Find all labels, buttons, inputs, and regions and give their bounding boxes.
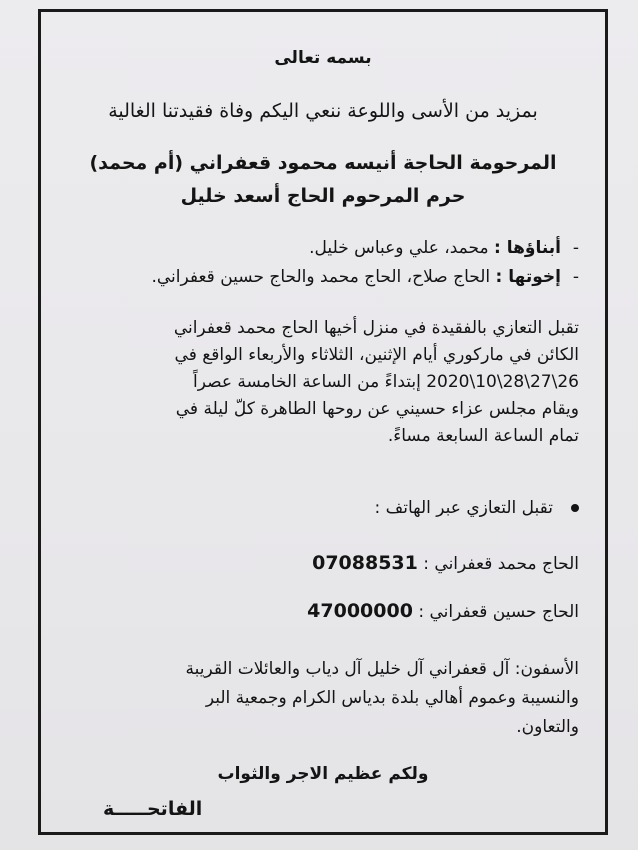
paragraph-line: تقبل التعازي بالفقيدة في منزل أخيها الحاج محمد قعفراني (173, 318, 579, 338)
condolence-paragraph (75, 315, 579, 450)
family-names: الحاج صلاح، الحاج محمد والحاج حسين قعفراني. (151, 267, 491, 287)
phone-row (307, 600, 579, 622)
paragraph-line: الكائن في ماركوري أيام الإثنين، الثلاثاء والأربعاء الواقع في (174, 345, 579, 365)
family-brothers (151, 263, 579, 292)
dash-marker: - (572, 238, 579, 258)
family-sons (151, 234, 579, 263)
deceased-spouse: حرم المرحوم الحاج أسعد خليل (180, 185, 466, 207)
intro-line: بمزيد من الأسى واللوعة ننعي اليكم وفاة فقيدتنا الغالية (108, 100, 538, 122)
mourners-line: الأسفون: آل قعفراني آل خليل آل دياب والعائلات القريبة (185, 659, 579, 679)
closing-line: ولكم عظيم الاجر والثواب (217, 764, 429, 784)
fatiha-line: الفاتحـــــة (103, 798, 203, 820)
paragraph-line: تمام الساعة السابعة مساءً. (387, 426, 579, 446)
family-list (151, 234, 579, 292)
family-label: أبناؤها : (494, 238, 561, 258)
family-names: محمد، علي وعباس خليل. (309, 238, 489, 258)
phone-contact-name: الحاج حسين قعفراني : (418, 602, 579, 622)
mourners-paragraph (69, 655, 579, 742)
family-label: إخوتها : (495, 267, 561, 287)
phone-intro: تقبل التعازي عبر الهاتف : (374, 498, 553, 518)
notice-header: بسمه تعالى (274, 48, 372, 68)
paragraph-line: 26\27\28\10\2020 إبتداءً من الساعة الخامسة عصراً (193, 372, 579, 392)
bullet-icon (571, 504, 579, 512)
paragraph-line: ويقام مجلس عزاء حسيني عن روحها الطاهرة كلّ ليلة في (175, 399, 579, 419)
phone-intro-row (374, 498, 579, 518)
phone-row (312, 552, 579, 574)
mourners-line: والتعاون. (516, 717, 579, 737)
notice-border-frame (38, 9, 608, 835)
dash-marker: - (572, 267, 579, 287)
phone-contact-name: الحاج محمد قعفراني : (423, 554, 579, 574)
phone-number: 47000000 (307, 600, 413, 622)
deceased-name: المرحومة الحاجة أنيسه محمود قعفراني (أم محمد) (89, 152, 557, 174)
mourners-line: والنسيبة وعموم أهالي بلدة بدياس الكرام وجمعية البر (205, 688, 579, 708)
phone-number: 07088531 (312, 552, 418, 574)
